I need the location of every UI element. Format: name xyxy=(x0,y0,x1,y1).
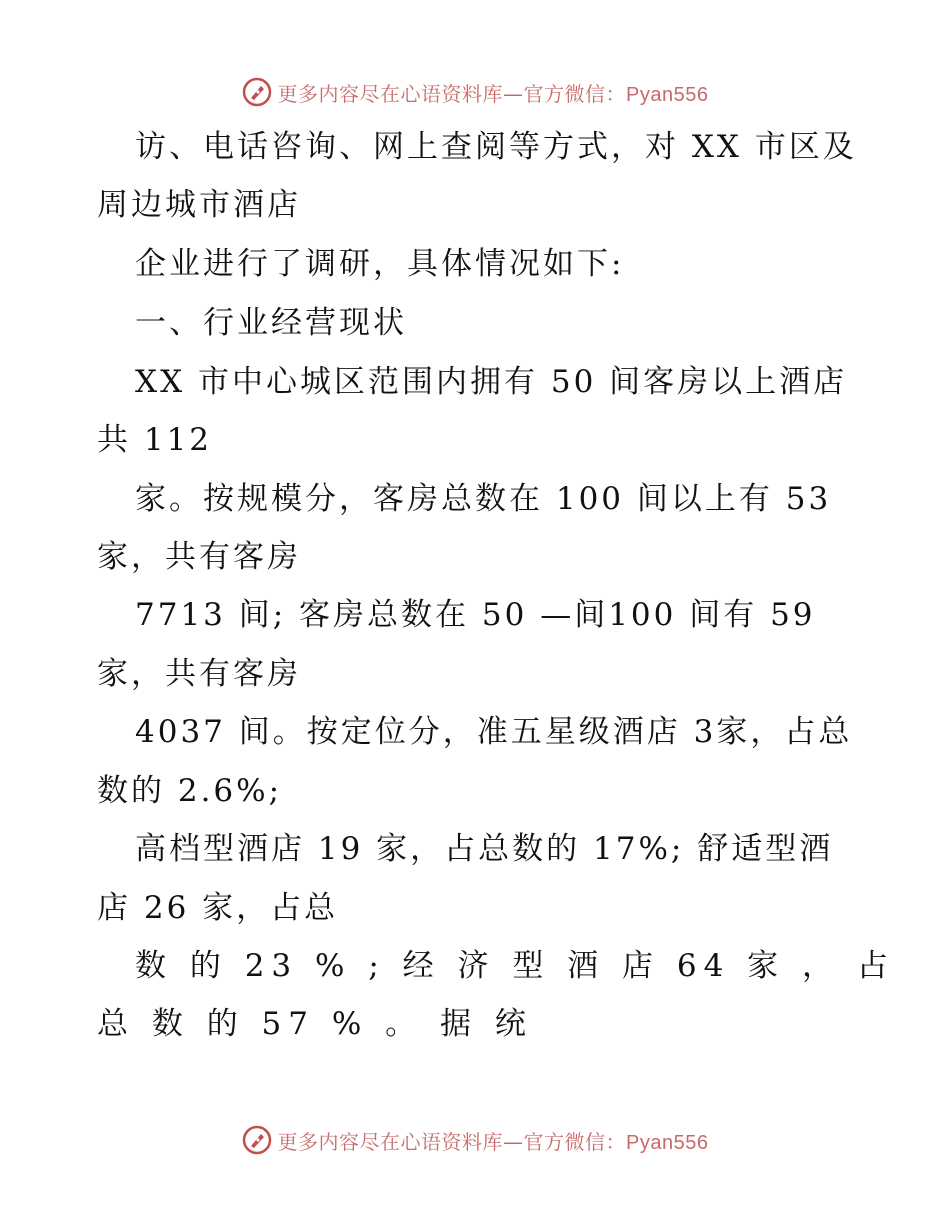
banner-main-text: 更多内容尽在心语资料库 xyxy=(277,1129,504,1154)
banner-main-text: 更多内容尽在心语资料库 xyxy=(277,81,504,106)
text-line: 高档型酒店 19 家，占总数的 17%; 舒适型酒 xyxy=(135,831,834,867)
text-line: 7713 间; 客房总数在 50 —间100 间有 59 xyxy=(135,597,816,633)
text-line: 周边城市酒店 xyxy=(97,187,301,223)
text-line: 家，共有客房 xyxy=(97,656,301,692)
text-line: XX 市中心城区范围内拥有 50 间客房以上酒店 xyxy=(135,364,848,400)
text-line: 数 的 23 % ; 经 济 型 酒 店 64 家 ， 占 xyxy=(135,948,895,984)
text-line: 企业进行了调研，具体情况如下: xyxy=(135,246,625,282)
pen-nib-logo-icon xyxy=(242,77,272,107)
pen-nib-logo-icon xyxy=(242,1125,272,1155)
text-line: 共 112 xyxy=(97,422,213,458)
text-line: 家，共有客房 xyxy=(97,539,301,575)
text-line: 总 数 的 57 % 。 据 统 xyxy=(97,1006,533,1042)
section-heading: 一、行业经营现状 xyxy=(135,305,407,341)
text-line: 4037 间。按定位分，准五星级酒店 3家，占总 xyxy=(135,714,853,750)
text-line: 访、电话咨询、网上查阅等方式，对 XX 市区及 xyxy=(135,129,857,165)
banner-text xyxy=(278,1126,709,1155)
text-line: 数的 2.6%; xyxy=(97,773,283,809)
banner-text xyxy=(278,78,709,107)
text-line: 家。按规模分，客房总数在 100 间以上有 53 xyxy=(135,481,832,517)
banner-suffix-text: 官方微信： xyxy=(523,1129,627,1154)
text-line: 店 26 家，占总 xyxy=(97,890,339,926)
banner-separator: — xyxy=(503,1129,524,1154)
banner-wechat-id: Pyan556 xyxy=(626,1131,709,1154)
banner-wechat-id: Pyan556 xyxy=(626,83,709,106)
footer-banner xyxy=(0,1120,950,1160)
banner-suffix-text: 官方微信： xyxy=(523,81,627,106)
banner-separator: — xyxy=(503,81,524,106)
header-banner xyxy=(0,72,950,112)
